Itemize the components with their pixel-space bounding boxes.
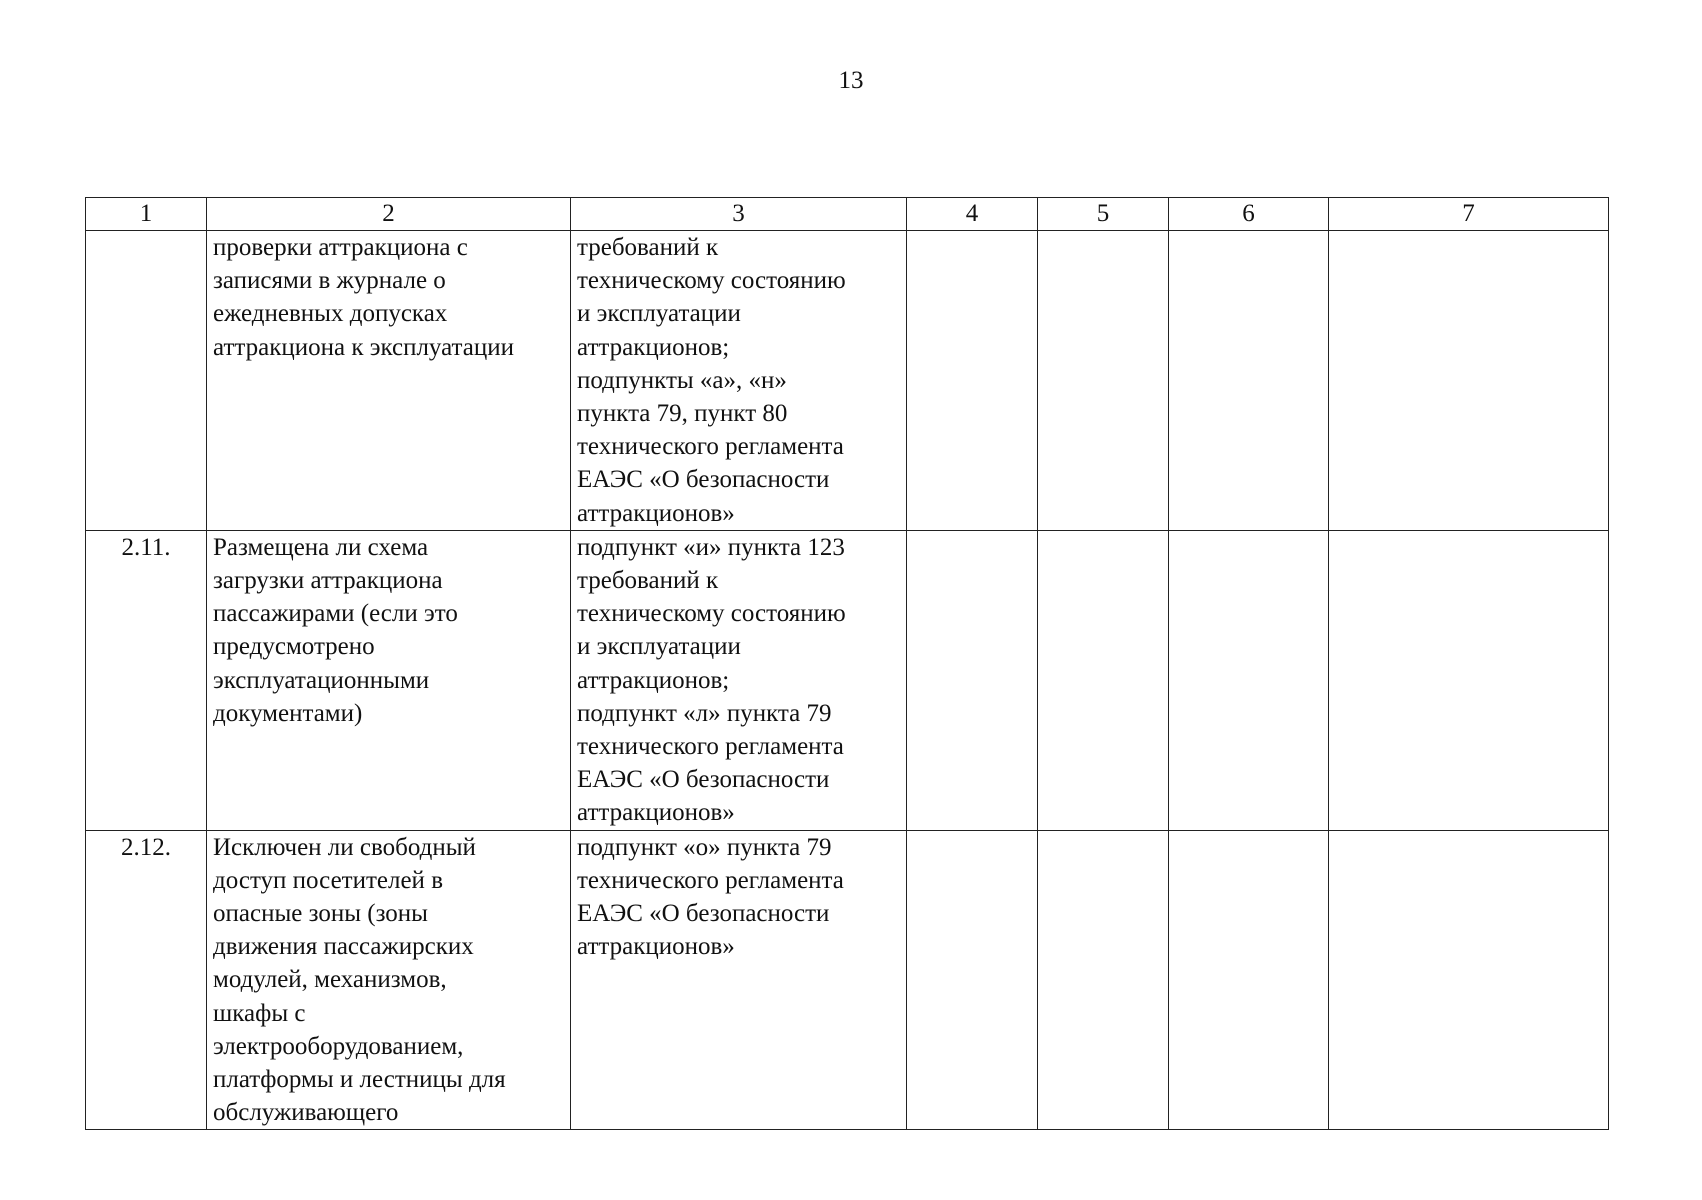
- question-line: пассажирами (если это: [213, 600, 458, 628]
- row-number: [86, 231, 207, 531]
- question-line: шкафы с: [213, 999, 306, 1027]
- reference-cell: [571, 530, 907, 830]
- reference-line: аттракционов»: [577, 799, 735, 827]
- table-row: [86, 530, 1609, 830]
- question-line: платформы и лестницы для: [213, 1066, 506, 1094]
- reference-line: ЕАЭС «О безопасности: [577, 900, 830, 928]
- question-line: обслуживающего: [213, 1099, 399, 1127]
- question-line: аттракциона к эксплуатации: [213, 333, 515, 361]
- row-number: 2.11.: [86, 530, 207, 830]
- question-line: ежедневных допусках: [213, 300, 448, 328]
- empty-cell-col6: [1169, 530, 1329, 830]
- reference-line: технического регламента: [577, 733, 844, 761]
- empty-cell-col7: [1329, 530, 1609, 830]
- question-cell: [207, 530, 571, 830]
- reference-line: аттракционов»: [577, 933, 735, 961]
- reference-line: технического регламента: [577, 433, 844, 461]
- reference-line: и эксплуатации: [577, 300, 741, 328]
- column-header-3: 3: [571, 198, 907, 231]
- reference-line: подпункт «и» пункта 123: [577, 533, 845, 561]
- question-line: документами): [213, 699, 363, 727]
- question-line: модулей, механизмов,: [213, 966, 447, 994]
- checklist-table: [85, 197, 1609, 1130]
- column-header-5: 5: [1038, 198, 1169, 231]
- question-line: опасные зоны (зоны: [213, 900, 428, 928]
- reference-line: и эксплуатации: [577, 633, 741, 661]
- reference-line: аттракционов;: [577, 666, 730, 694]
- row-number: 2.12.: [86, 830, 207, 1130]
- question-line: электрооборудованием,: [213, 1032, 464, 1060]
- reference-line: требований к: [577, 234, 719, 261]
- empty-cell-col5: [1038, 231, 1169, 531]
- empty-cell-col4: [907, 830, 1038, 1130]
- question-line: Размещена ли схема: [213, 533, 429, 561]
- reference-cell: [571, 830, 907, 1130]
- reference-line: подпункт «о» пункта 79: [577, 833, 832, 861]
- reference-line: подпункты «а», «н»: [577, 366, 787, 394]
- reference-line: подпункт «л» пункта 79: [577, 699, 832, 727]
- column-header-1: 1: [86, 198, 207, 231]
- empty-cell-col4: [907, 530, 1038, 830]
- reference-line: требований к: [577, 567, 719, 595]
- reference-line: ЕАЭС «О безопасности: [577, 466, 830, 494]
- reference-line: технического регламента: [577, 866, 844, 894]
- column-header-4: 4: [907, 198, 1038, 231]
- question-line: загрузки аттракциона: [213, 567, 443, 595]
- table-row: [86, 231, 1609, 531]
- table-header-row: [86, 198, 1609, 231]
- question-line: предусмотрено: [213, 633, 375, 661]
- question-line: движения пассажирских: [213, 933, 474, 961]
- empty-cell-col7: [1329, 830, 1609, 1130]
- question-line: проверки аттракциона с: [213, 234, 468, 261]
- empty-cell-col6: [1169, 231, 1329, 531]
- question-cell: [207, 231, 571, 531]
- table-row: [86, 830, 1609, 1130]
- page-number: 13: [838, 67, 864, 94]
- question-cell: [207, 830, 571, 1130]
- question-line: эксплуатационными: [213, 666, 430, 694]
- empty-cell-col5: [1038, 830, 1169, 1130]
- reference-cell: [571, 231, 907, 531]
- empty-cell-col5: [1038, 530, 1169, 830]
- reference-line: аттракционов;: [577, 333, 730, 361]
- question-line: записями в журнале о: [213, 267, 446, 295]
- column-header-7: 7: [1329, 198, 1609, 231]
- column-header-6: 6: [1169, 198, 1329, 231]
- reference-line: аттракционов»: [577, 499, 735, 527]
- reference-line: пункта 79, пункт 80: [577, 400, 788, 428]
- empty-cell-col7: [1329, 231, 1609, 531]
- reference-line: ЕАЭС «О безопасности: [577, 766, 830, 794]
- reference-line: техническому состоянию: [577, 600, 846, 628]
- reference-line: техническому состоянию: [577, 267, 846, 295]
- question-line: Исключен ли свободный: [213, 833, 476, 861]
- empty-cell-col6: [1169, 830, 1329, 1130]
- empty-cell-col4: [907, 231, 1038, 531]
- question-line: доступ посетителей в: [213, 866, 443, 894]
- column-header-2: 2: [207, 198, 571, 231]
